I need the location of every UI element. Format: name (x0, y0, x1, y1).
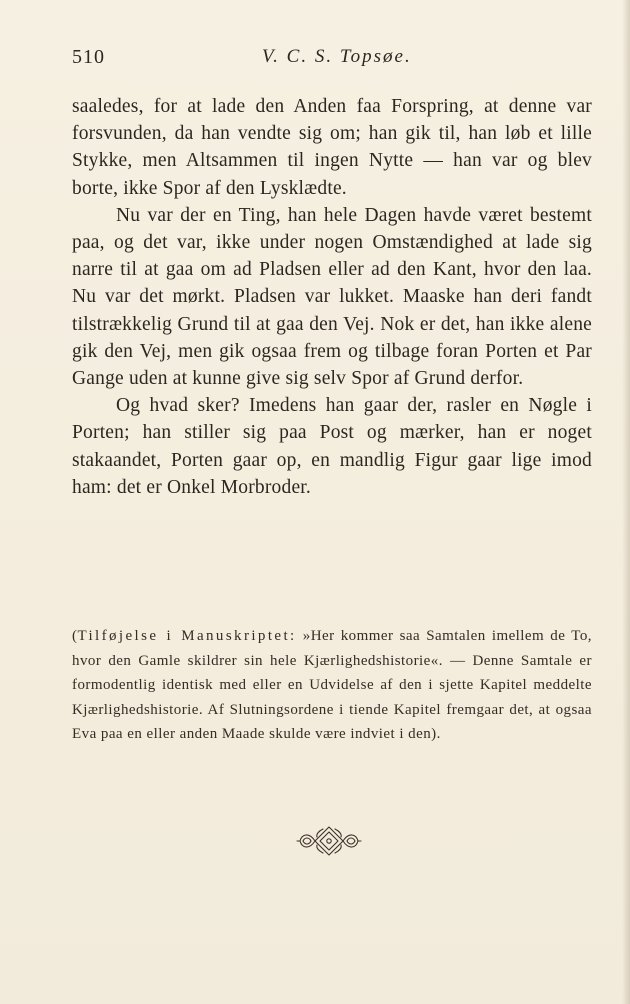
page-number: 510 (72, 46, 105, 68)
fleuron-icon (295, 823, 363, 859)
body-text (72, 93, 592, 501)
editorial-note (72, 624, 592, 747)
note-label: Tilføjelse i Manuskriptet: (77, 628, 297, 644)
running-head: V. C. S. Topsøe. (262, 46, 412, 67)
paragraph: saaledes, for at lade den Anden faa Forspring, at denne var forsvunden, da han vendte sig om; han gik til, han løb et lille Stykke, men Altsammen til ingen Nytte — han var og blev borte, ikke Spor af den Lysklædte. (72, 96, 592, 199)
page-header (72, 46, 594, 72)
note-text: »Her kommer saa Samtalen imellem de To, hvor den Gamle skildrer sin hele Kjærlighedshistorie«. — Denne Samtale er formodentlig identisk med eller en Udvidelse af den i sjette Kapitel meddelte Kjærlighedshistorie. Af Slutningsordene i tiende Kapitel fremgaar det, at ogsaa Eva paa en eller anden Maade skulde være indviet i den). (72, 628, 592, 743)
paragraph: Og hvad sker? Imedens han gaar der, rasler en Nøgle i Porten; han stiller sig paa Post og mærker, han er noget stakaandet, Porten gaar op, en mandlig Figur gaar lige imod ham: det er Onkel Morbroder. (72, 395, 592, 498)
page-edge-shadow (622, 0, 630, 1004)
paragraph: Nu var der en Ting, han hele Dagen havde været bestemt paa, og det var, ikke under nogen Omstændighed at lade sig narre til at gaa om ad Pladsen eller ad den Kant, hvor den laa. Nu var det mørkt. Pladsen var lukket. Maaske han deri fandt tilstrækkelig Grund til at gaa den Vej. Nok er det, han ikke alene gik den Vej, men gik ogsaa frem og tilbage foran Porten et Par Gange uden at kunne give sig selv Spor af Grund derfor. (72, 204, 592, 390)
note-open-paren: ( (72, 628, 78, 644)
